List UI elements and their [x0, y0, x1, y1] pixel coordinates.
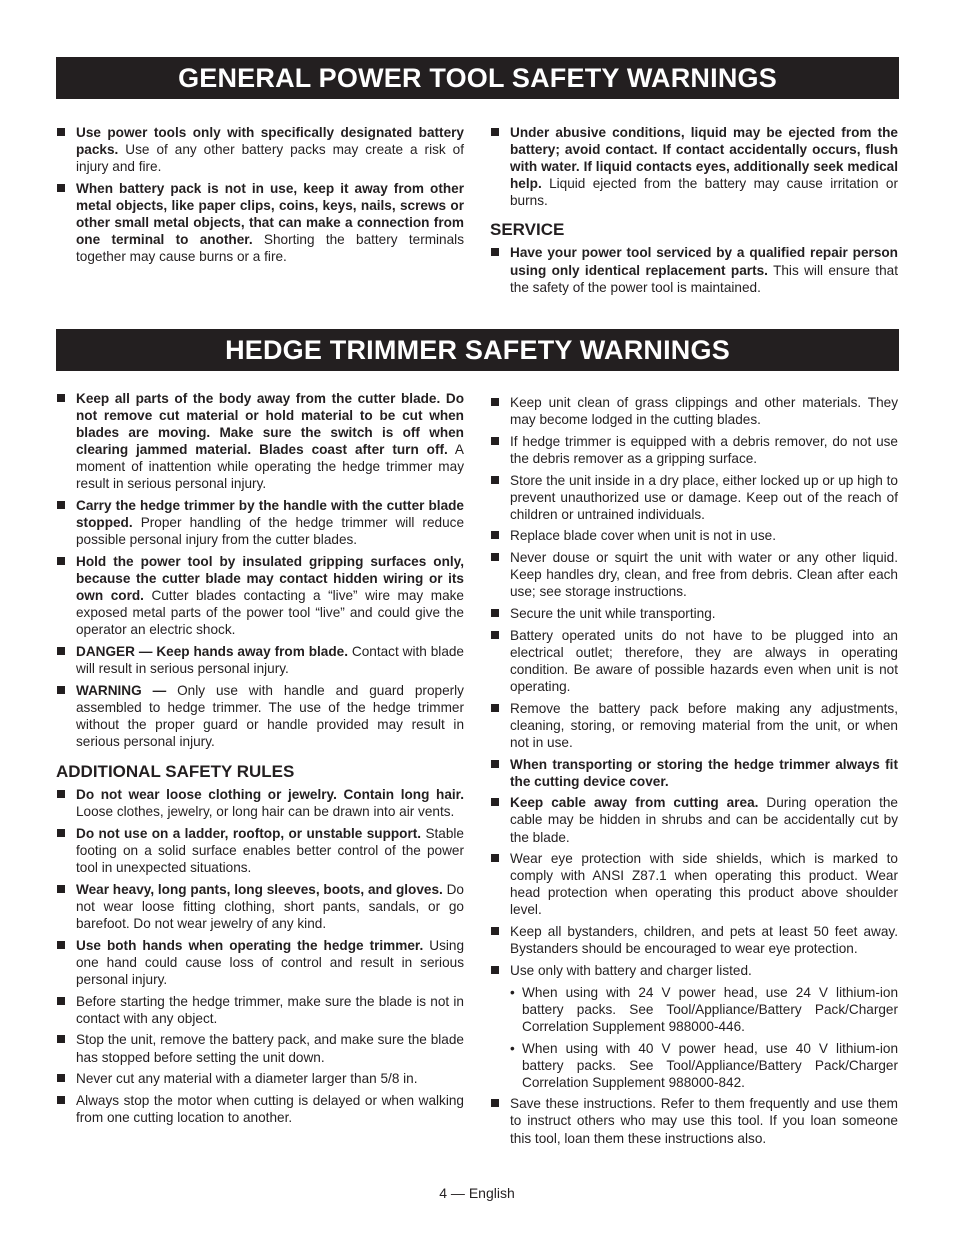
square-bullet-icon	[57, 184, 65, 192]
bullet-item	[56, 124, 464, 175]
bullet-item	[56, 180, 464, 265]
square-bullet-icon	[491, 437, 499, 445]
square-bullet-icon	[57, 501, 65, 509]
battery-sub-list	[490, 984, 898, 1091]
service-heading: SERVICE	[490, 220, 565, 240]
square-bullet-icon	[491, 398, 499, 406]
square-bullet-icon	[491, 128, 499, 136]
bullet-text: If hedge trimmer is equipped with a debris remover, do not use the debris remover as a gripping surface.	[510, 433, 898, 466]
bullet-item	[56, 1070, 464, 1087]
additional-list	[56, 786, 464, 1126]
bullet-item	[490, 1095, 898, 1146]
square-bullet-icon	[491, 798, 499, 806]
hedge-right-column	[490, 394, 898, 1151]
square-bullet-icon	[491, 966, 499, 974]
bullet-text: Only use with handle and guard properly assembled to hedge trimmer. The use of the hedge trimmer without the proper guard or handle provided may result in serious personal injury.	[76, 682, 464, 750]
bullet-item	[490, 605, 898, 622]
bullet-bold-text: Use both hands when operating the hedge trimmer.	[76, 937, 424, 953]
sub-bullet-text: When using with 24 V power head, use 24 V lithium-ion battery packs. See Tool/Appliance/Battery Pack/Charger Correlation Supplement 988000-446.	[522, 984, 898, 1034]
bullet-text: Stop the unit, remove the battery pack, and make sure the blade has stopped before setting the unit down.	[76, 1032, 464, 1065]
bullet-bold-text: Do not use on a ladder, rooftop, or unstable support.	[76, 826, 422, 842]
page-footer: 4 — English	[439, 1185, 515, 1201]
bullet-text: Do not wear loose fitting clothing, short pants, sandals, or go barefoot. Do not wear jewelry of any kind.	[76, 881, 464, 932]
bullet-item	[490, 433, 898, 467]
bullet-bold-text: Keep cable away from cutting area.	[510, 795, 759, 811]
square-bullet-icon	[491, 854, 499, 862]
square-bullet-icon	[57, 1096, 65, 1104]
square-bullet-icon	[491, 760, 499, 768]
bullet-text: Stable footing on a solid surface enables better control of the power tool in unexpected situations.	[76, 826, 464, 876]
sub-bullet-item	[490, 984, 898, 1035]
square-bullet-icon	[57, 941, 65, 949]
square-bullet-icon	[491, 476, 499, 484]
bullet-text: Store the unit inside in a dry place, either locked up or up high to prevent unauthorized use or damage. Keep out of the reach of children or untrained individuals.	[510, 472, 898, 522]
bullet-item	[490, 923, 898, 957]
bullet-text: Remove the battery pack before making any adjustments, cleaning, storing, or removing material from the unit, or when not in use.	[510, 700, 898, 750]
square-bullet-icon	[491, 704, 499, 712]
bullet-text: A moment of inattention while operating the hedge trimmer may result in serious personal injury.	[76, 442, 464, 492]
section-title-hedge: HEDGE TRIMMER SAFETY WARNINGS	[56, 329, 899, 371]
bullet-text: Liquid ejected from the battery may cause irritation or burns.	[510, 176, 898, 209]
bullet-item	[56, 497, 464, 548]
final-list	[490, 1095, 898, 1146]
bullet-text: Never cut any material with a diameter larger than 5/8 in.	[76, 1071, 418, 1087]
bullet-text: Cutter blades contacting a “live” wire may make exposed metal parts of the power tool “live” and could give the operator an electric shock.	[76, 588, 464, 638]
bullet-text: Keep unit clean of grass clippings and other materials. They may become lodged in the cutting blades.	[510, 395, 898, 428]
bullet-item	[490, 627, 898, 695]
bullet-text: Keep all bystanders, children, and pets at least 50 feet away. Bystanders should be encouraged to wear eye protection.	[510, 924, 898, 957]
bullet-bold-text: Hold the power tool by insulated gripping surfaces only, because the cutter blade may contact hidden wiring or its own cord.	[76, 554, 464, 604]
bullet-item	[56, 643, 464, 677]
bullet-bold-text: Use power tools only with specifically designated battery packs.	[76, 125, 464, 158]
bullet-text: Contact with blade will result in serious personal injury.	[76, 644, 464, 677]
bullet-bold-text: DANGER — Keep hands away from blade.	[76, 644, 348, 660]
bullet-text: During operation the cable may be hidden in shrubs and can be accidentally cut by the blade.	[510, 795, 898, 845]
square-bullet-icon	[57, 686, 65, 694]
square-bullet-icon	[57, 997, 65, 1005]
bullet-item	[56, 937, 464, 988]
bullet-item	[490, 850, 898, 918]
square-bullet-icon	[57, 647, 65, 655]
bullet-bold-text: Wear heavy, long pants, long sleeves, boots, and gloves.	[76, 881, 443, 897]
bullet-bold-text: Carry the hedge trimmer by the handle with the cutter blade stopped.	[76, 498, 464, 531]
bullet-text: This will ensure that the safety of the power tool is maintained.	[510, 262, 898, 295]
bullet-item	[490, 962, 898, 979]
square-bullet-icon	[491, 631, 499, 639]
square-bullet-icon	[491, 1099, 499, 1107]
bullet-bold-text: Have your power tool serviced by a qualified repair person using only identical replacement parts.	[510, 245, 898, 278]
general-right-column	[490, 124, 898, 300]
square-bullet-icon	[57, 394, 65, 402]
bullet-bold-text: When transporting or storing the hedge trimmer always fit the cutting device cover.	[510, 756, 898, 789]
bullet-item	[56, 1092, 464, 1126]
bullet-item	[56, 881, 464, 932]
bullet-item	[490, 244, 898, 295]
square-bullet-icon	[57, 790, 65, 798]
square-bullet-icon	[57, 829, 65, 837]
square-bullet-icon	[57, 885, 65, 893]
bullet-item	[490, 124, 898, 209]
bullet-text: Proper handling of the hedge trimmer will reduce possible personal injury from the cutter blades.	[76, 515, 464, 548]
bullet-item	[56, 553, 464, 638]
hedge-left-column	[56, 390, 464, 1131]
bullet-item	[56, 390, 464, 493]
bullet-text: Shorting the battery terminals together may cause burns or a fire.	[76, 232, 464, 265]
bullet-text: Using one hand could cause loss of control and result in serious personal injury.	[76, 937, 464, 987]
bullet-item	[490, 549, 898, 600]
square-bullet-icon	[57, 128, 65, 136]
hedge-right-list	[490, 394, 898, 979]
bullet-item	[490, 756, 898, 790]
bullet-item	[490, 527, 898, 544]
bullet-item	[490, 472, 898, 523]
square-bullet-icon	[57, 557, 65, 565]
square-bullet-icon	[57, 1035, 65, 1043]
bullet-item	[56, 786, 464, 820]
sub-bullet-item	[490, 1040, 898, 1091]
general-right-list	[490, 124, 898, 209]
bullet-bold-text: WARNING —	[76, 682, 167, 698]
sub-bullet-text: When using with 40 V power head, use 40 V lithium-ion battery packs. See Tool/Appliance/Battery Pack/Charger Correlation Supplement 988000-842.	[522, 1040, 898, 1090]
bullet-item	[56, 993, 464, 1027]
bullet-text: Always stop the motor when cutting is delayed or when walking from one cutting location to another.	[76, 1092, 464, 1125]
bullet-item	[490, 394, 898, 428]
bullet-bold-text: Do not wear loose clothing or jewelry. Contain long hair.	[76, 787, 464, 803]
square-bullet-icon	[57, 1074, 65, 1082]
service-list	[490, 244, 898, 295]
dot-bullet-icon: •	[510, 984, 515, 1000]
dot-bullet-icon: •	[510, 1040, 515, 1056]
bullet-text: Save these instructions. Refer to them frequently and use them to instruct others who may use this tool. If you loan someone this tool, loan them these instructions also.	[510, 1096, 898, 1146]
bullet-item	[490, 794, 898, 845]
square-bullet-icon	[491, 609, 499, 617]
bullet-text: Use only with battery and charger listed.	[510, 962, 752, 978]
square-bullet-icon	[491, 553, 499, 561]
bullet-text: Loose clothes, jewelry, or long hair can be drawn into air vents.	[76, 804, 455, 820]
bullet-text: Wear eye protection with side shields, which is marked to comply with ANSI Z87.1 when operating this product. Wear head protection when operating this product above shoulder level.	[510, 851, 898, 918]
bullet-item	[56, 825, 464, 876]
general-left-column	[56, 124, 464, 270]
square-bullet-icon	[491, 927, 499, 935]
hedge-left-list	[56, 390, 464, 750]
bullet-item	[56, 1031, 464, 1065]
bullet-text: Replace blade cover when unit is not in use.	[510, 528, 776, 544]
bullet-bold-text: Keep all parts of the body away from the cutter blade. Do not remove cut material or hold material to be cut when blades are moving. Make sure the switch is off when clearing jammed material. Blades coast after turn off.	[76, 391, 464, 458]
additional-heading: ADDITIONAL SAFETY RULES	[56, 762, 295, 782]
bullet-bold-text: Under abusive conditions, liquid may be ejected from the battery; avoid contact. If contact accidentally occurs, flush with water. If liquid contacts eyes, additionally seek medical help.	[510, 125, 898, 192]
bullet-text: Battery operated units do not have to be plugged into an electrical outlet; therefore, they are always in operating condition. Be aware of possible hazards even when unit is not operating.	[510, 627, 898, 694]
square-bullet-icon	[491, 531, 499, 539]
square-bullet-icon	[491, 248, 499, 256]
bullet-text: Never douse or squirt the unit with water or any other liquid. Keep handles dry, clean, and free from debris. Clean after each use; see storage instructions.	[510, 550, 898, 600]
bullet-text: Before starting the hedge trimmer, make sure the blade is not in contact with any object.	[76, 993, 464, 1026]
bullet-text: Secure the unit while transporting.	[510, 606, 716, 621]
bullet-bold-text: When battery pack is not in use, keep it away from other metal objects, like paper clips, coins, keys, nails, screws or other small metal objects, that can make a connection from one terminal to another.	[76, 180, 464, 248]
bullet-text: Use of any other battery packs may create a risk of injury and fire.	[76, 142, 464, 175]
section-title-general: GENERAL POWER TOOL SAFETY WARNINGS	[56, 57, 899, 99]
bullet-item	[490, 700, 898, 751]
bullet-item	[56, 682, 464, 750]
